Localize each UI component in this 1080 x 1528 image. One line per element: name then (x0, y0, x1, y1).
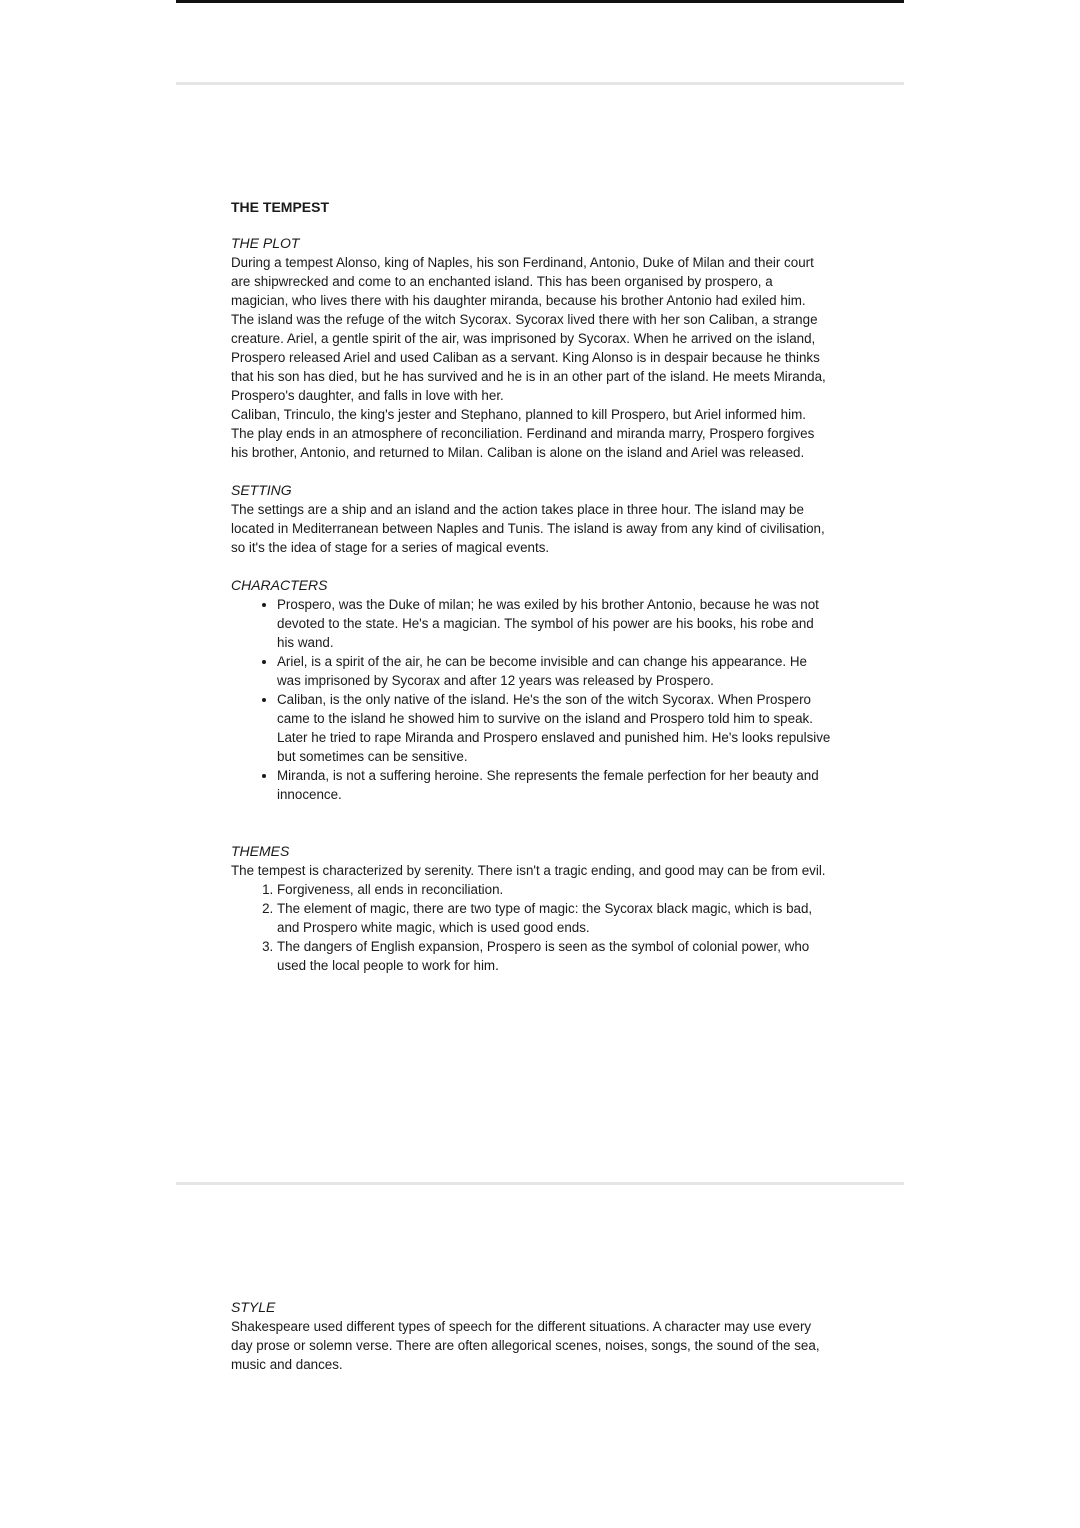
plot-paragraph: Caliban, Trinculo, the king's jester and Stephano, planned to kill Prospero, but Ariel informed him. (231, 407, 806, 422)
character-item: • Miranda, is not a suffering heroine. She represents the female perfection for her beauty and innocence. (277, 766, 831, 804)
characters-list (231, 595, 831, 804)
style-heading: STYLE (231, 1299, 276, 1315)
theme-item: 1. Forgiveness, all ends in reconciliation. (277, 880, 831, 899)
character-item: • Prospero, was the Duke of milan; he was exiled by his brother Antonio, because he was not devoted to the state. He's a magician. The symbol of his power are his books, his robe and his wand. (277, 595, 831, 652)
setting-heading: SETTING (231, 482, 292, 498)
themes-list (231, 880, 831, 975)
theme-item: 3. The dangers of English expansion, Prospero is seen as the symbol of colonial power, who used the local people to work for him. (277, 937, 831, 975)
themes-intro: The tempest is characterized by serenity. There isn't a tragic ending, and good may can be from evil. (231, 863, 826, 878)
character-item: • Caliban, is the only native of the island. He's the son of the witch Sycorax. When Prospero came to the island he showed him to survive on the island and Prospero told him to speak. Later he tried to rape Miranda and Prospero enslaved and punished him. He's looks repulsive but sometimes can be sensitive. (277, 690, 831, 766)
section-style (231, 1298, 831, 1374)
themes-heading: THEMES (231, 843, 290, 859)
section-plot (231, 234, 831, 462)
page-separator (176, 1182, 904, 1185)
character-item: • Ariel, is a spirit of the air, he can be become invisible and can change his appearance. He was imprisoned by Sycorax and after 12 years was released by Prospero. (277, 652, 831, 690)
top-border (176, 0, 904, 3)
section-characters (231, 576, 831, 804)
setting-text: The settings are a ship and an island and the action takes place in three hour. The island may be located in Mediterranean between Naples and Tunis. The island is away from any kind of civilisation, so it's the idea of stage for a series of magical events. (231, 502, 825, 555)
plot-heading: THE PLOT (231, 235, 300, 251)
section-setting (231, 481, 831, 557)
document-page-1 (231, 198, 831, 994)
plot-paragraph: The play ends in an atmosphere of reconciliation. Ferdinand and miranda marry, Prospero forgives his brother, Antonio, and returned to Milan. Caliban is alone on the island and Ariel was released. (231, 426, 815, 460)
characters-heading: CHARACTERS (231, 577, 328, 593)
document-title: THE TEMPEST (231, 199, 330, 215)
style-text: Shakespeare used different types of speech for the different situations. A character may use every day prose or solemn verse. There are often allegorical scenes, noises, songs, the sound of the sea, music and dances. (231, 1319, 820, 1372)
plot-paragraph: During a tempest Alonso, king of Naples, his son Ferdinand, Antonio, Duke of Milan and their court are shipwrecked and come to an enchanted island. This has been organised by prospero, a magician, who lives there with his daughter miranda, because his brother Antonio had exiled him. The island was the refuge of the witch Sycorax. Sycorax lived there with her son Caliban, a strange creature. Ariel, a gentle spirit of the air, was imprisoned by Sycorax. When he arrived on the island, Prospero released Ariel and used Caliban as a servant. King Alonso is in despair because he thinks that his son has died, but he has survived and he is in an other part of the island. He meets Miranda, Prospero's daughter, and falls in love with her. (231, 255, 826, 403)
section-themes (231, 842, 831, 975)
page-separator (176, 82, 904, 85)
theme-item: 2. The element of magic, there are two type of magic: the Sycorax black magic, which is bad, and Prospero white magic, which is used good ends. (277, 899, 831, 937)
document-page-2 (231, 1298, 831, 1393)
